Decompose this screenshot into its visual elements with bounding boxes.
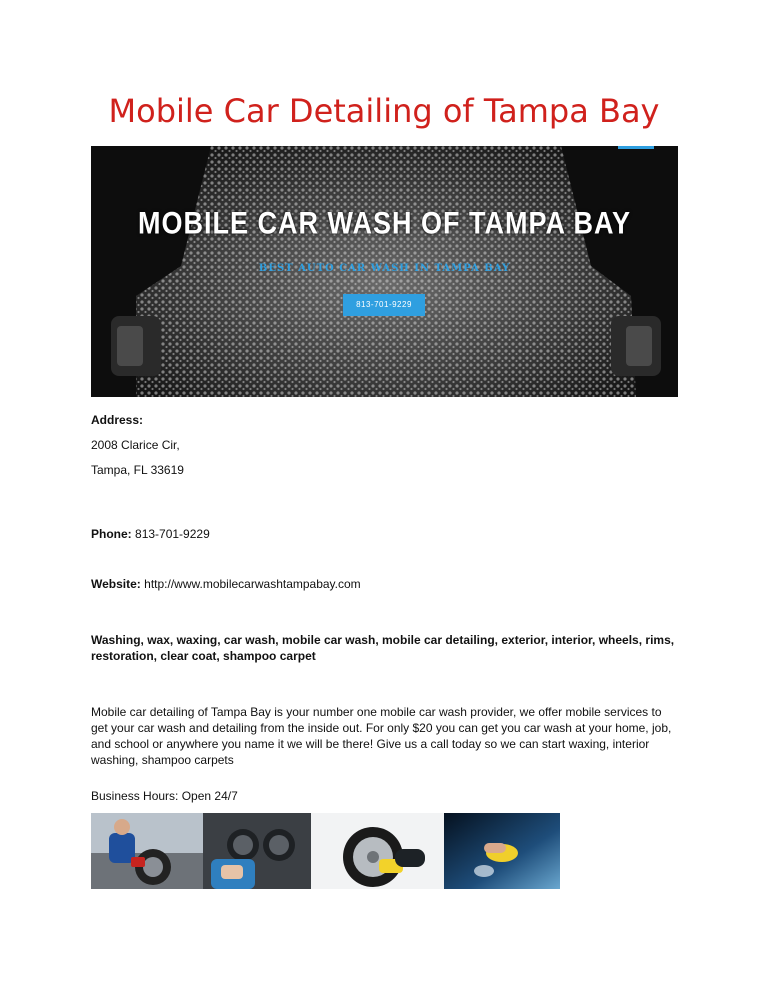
website-label: Website: xyxy=(91,577,141,591)
hero-accent-bar xyxy=(618,146,654,149)
page-title: Mobile Car Detailing of Tampa Bay xyxy=(108,92,660,130)
hero-phone-button[interactable]: 813-701-9229 xyxy=(343,294,425,316)
phone-value[interactable]: 813-701-9229 xyxy=(135,527,210,541)
hero-headline: MOBILE CAR WASH OF TAMPA BAY xyxy=(138,205,631,241)
phone-row xyxy=(91,526,210,542)
phone-label: Phone: xyxy=(91,527,132,541)
photo-gallery xyxy=(91,813,560,889)
website-link[interactable]: http://www.mobilecarwashtampabay.com xyxy=(144,577,361,591)
address-line1: 2008 Clarice Cir, xyxy=(91,438,180,452)
address-line2: Tampa, FL 33619 xyxy=(91,463,184,477)
photo-washing-wheel xyxy=(91,813,203,889)
website-row xyxy=(91,576,361,592)
description: Mobile car detailing of Tampa Bay is your number one mobile car wash provider, we offer mobile services to get your car wash and detailing from the inside out. For only $20 you can get you car wash at your home, job, and school or anywhere you name it we will be there! Give us a call today so we can start waxing, interior washing, shampoo carpets xyxy=(91,705,672,767)
photo-rim-polishing xyxy=(311,813,444,889)
business-hours: Business Hours: Open 24/7 xyxy=(91,789,238,803)
photo-interior-cleaning xyxy=(203,813,311,889)
hero-subheadline: BEST AUTO CAR WASH IN TAMPA BAY xyxy=(258,263,511,274)
keywords: Washing, wax, waxing, car wash, mobile car wash, mobile car detailing, exterior, interior, wheels, rims, restoration, clear coat, shampoo carpet xyxy=(91,633,675,663)
photo-waxing-paint xyxy=(444,813,560,889)
hero-banner xyxy=(91,146,678,397)
address-label: Address: xyxy=(91,413,144,427)
